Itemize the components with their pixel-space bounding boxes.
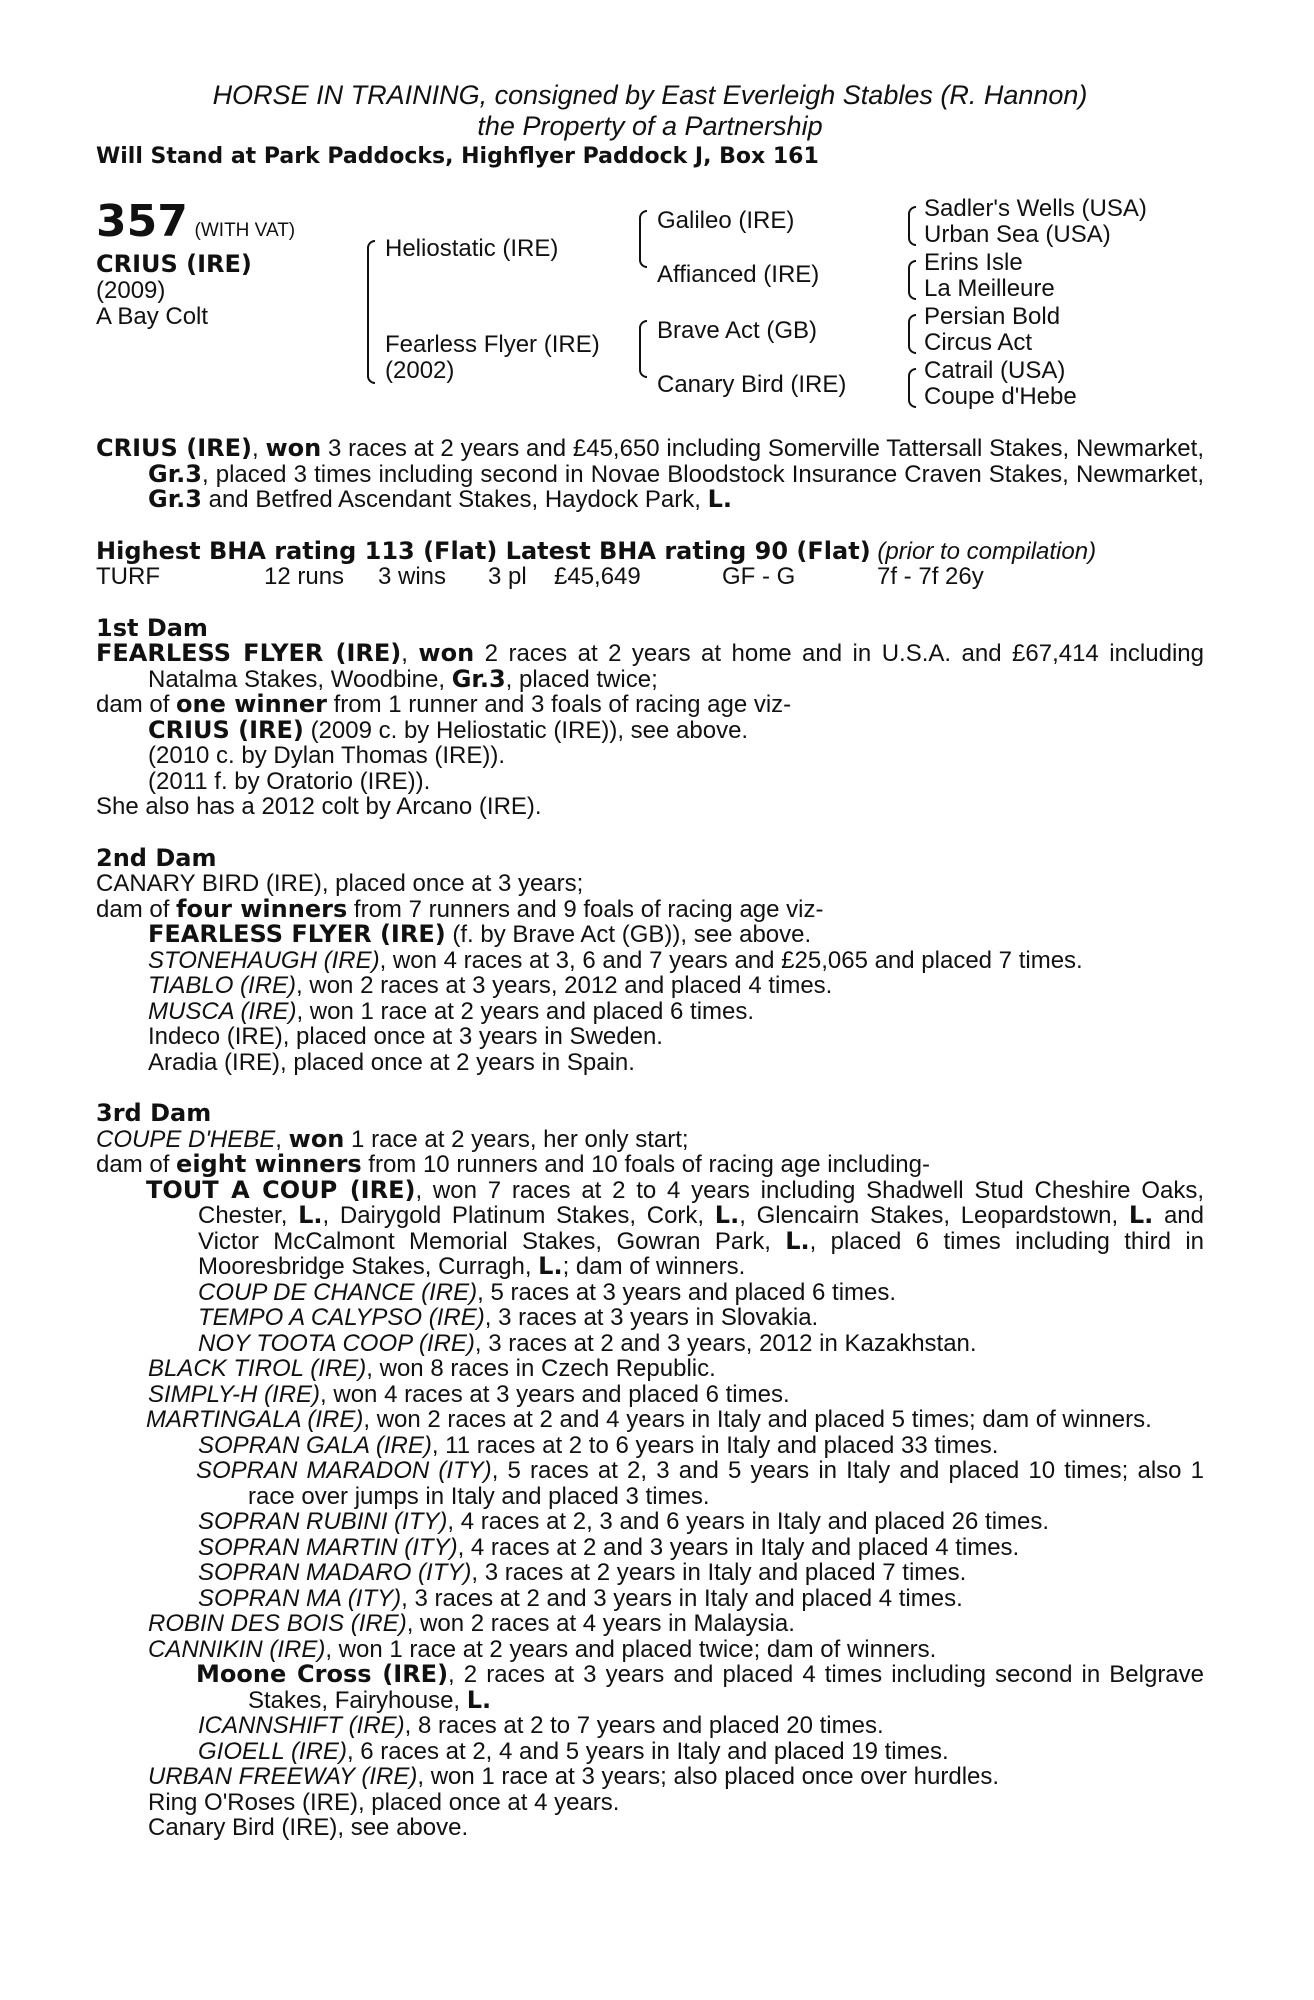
gioell-entry bbox=[96, 1739, 1204, 1765]
second-dam-record: CANARY BIRD (IRE), placed once at 3 years; bbox=[96, 870, 584, 897]
progeny-name: SIMPLY-H (IRE) bbox=[148, 1380, 321, 1408]
progeny-name: MUSCA (IRE) bbox=[148, 997, 297, 1025]
progeny-text: , 5 races at 3 years and placed 6 times. bbox=[477, 1278, 897, 1306]
record-going: GF - G bbox=[722, 563, 796, 590]
third-dam-name: COUPE D'HEBE bbox=[96, 1125, 276, 1153]
progeny-text: , won 7 races at 2 to 4 years including Shadwell Stud Cheshire Oaks, Chester, bbox=[198, 1176, 1204, 1229]
ring-o-roses-entry: Ring O'Roses (IRE), placed once at 4 years. bbox=[148, 1788, 620, 1816]
progeny-text: , 4 races at 2 and 3 years in Italy and placed 4 times. bbox=[457, 1533, 1020, 1561]
second-dam-progeny-2 bbox=[96, 948, 1204, 974]
cannikin-entry bbox=[96, 1637, 1204, 1663]
black-tirol-entry bbox=[96, 1356, 1204, 1382]
progeny-name: ROBIN DES BOIS (IRE) bbox=[148, 1610, 407, 1637]
sopran-martin-entry bbox=[96, 1535, 1204, 1561]
tempo-a-calypso-entry bbox=[96, 1305, 1204, 1331]
first-dam-heading: 1st Dam bbox=[96, 613, 208, 642]
progeny-name: SOPRAN MADARO (ITY) bbox=[198, 1559, 472, 1586]
location-line: Will Stand at Park Paddocks, Highflyer Paddock J, Box 161 bbox=[96, 144, 819, 169]
progeny-name: SOPRAN GALA (IRE) bbox=[198, 1431, 432, 1459]
pedigree-table bbox=[96, 196, 1204, 436]
progeny-text: , 11 races at 2 to 6 years in Italy and placed 33 times. bbox=[431, 1431, 999, 1459]
summary-horse-name: CRIUS (IRE) bbox=[96, 434, 253, 462]
progeny-text: , 6 races at 2, 4 and 5 years in Italy and placed 19 times. bbox=[346, 1737, 949, 1765]
first-dam-text-1: 2 races at 2 years at home and in U.S.A. and £67,414 including Natalma Stakes, Woodbine, bbox=[148, 640, 1204, 693]
sire: Heliostatic (IRE) bbox=[385, 235, 559, 262]
vat-note: (WITH VAT) bbox=[194, 220, 296, 241]
progeny-text: , won 2 races at 4 years in Malaysia. bbox=[406, 1610, 795, 1637]
second-dam-progeny-4 bbox=[96, 999, 1204, 1025]
record-surface: TURF bbox=[96, 563, 160, 590]
progeny-text: , won 1 race at 2 years and placed twice; dam of winners. bbox=[325, 1635, 937, 1663]
tout-a-coup-entry bbox=[96, 1175, 1205, 1280]
rating-line bbox=[96, 536, 1204, 565]
progeny-name: COUP DE CHANCE (IRE) bbox=[198, 1278, 478, 1306]
listed-badge: L. bbox=[785, 1226, 810, 1255]
progeny-name: CRIUS (IRE) bbox=[148, 715, 304, 744]
horse-name: CRIUS (IRE) bbox=[96, 250, 252, 278]
record-runs: 12 runs bbox=[264, 563, 345, 590]
sopran-maradon-entry bbox=[96, 1458, 1204, 1509]
simply-h-entry bbox=[96, 1382, 1204, 1408]
martingala-entry bbox=[96, 1407, 1204, 1433]
summary-grade-2: Gr.3 bbox=[148, 485, 202, 513]
third-dam-record: COUPE D'HEBE, won 1 race at 2 years, her only start; bbox=[96, 1124, 689, 1153]
progeny-text: , 3 races at 2 and 3 years in Italy and placed 4 times. bbox=[401, 1584, 963, 1612]
sire-dam: Affianced (IRE) bbox=[657, 261, 820, 288]
second-dam-produce bbox=[96, 894, 1204, 923]
first-dam-text-2: , placed twice; bbox=[505, 665, 658, 693]
second-dam-damof-c: from 7 runners and 9 foals of racing age viz- bbox=[347, 895, 824, 923]
listed-badge: L. bbox=[466, 1685, 492, 1714]
progeny-text: , won 1 race at 2 years and placed 6 times. bbox=[296, 997, 755, 1025]
first-dam-grade: Gr.3 bbox=[451, 664, 506, 693]
sopran-madaro-entry bbox=[96, 1560, 1204, 1586]
progeny-text: , 4 races at 2, 3 and 6 years in Italy and placed 26 times. bbox=[447, 1508, 1050, 1535]
sopran-ma-entry bbox=[96, 1586, 1204, 1612]
first-dam-note: She also has a 2012 colt by Arcano (IRE). bbox=[96, 793, 542, 820]
progeny-name: TIABLO (IRE) bbox=[148, 972, 297, 999]
first-dam-record: FEARLESS FLYER (IRE), won 2 races at 2 years at home and in U.S.A. and £67,414 including Natalma Stakes, Woodbine, Gr.3, placed twice; bbox=[96, 639, 1204, 693]
sire-dam-brace bbox=[367, 240, 375, 384]
robin-des-bois-entry bbox=[96, 1611, 1204, 1637]
g3-brace-2 bbox=[908, 260, 916, 300]
progeny-name: SOPRAN MA (ITY) bbox=[198, 1584, 402, 1612]
dam-year: (2002) bbox=[385, 357, 455, 384]
progeny-text: , 8 races at 2 to 7 years and placed 20 times. bbox=[404, 1712, 884, 1739]
progeny-name: SOPRAN MARADON (ITY) bbox=[196, 1457, 492, 1484]
third-dam-won: won bbox=[288, 1124, 345, 1153]
second-dam-progeny-6: Aradia (IRE), placed once at 2 years in Spain. bbox=[148, 1048, 635, 1076]
first-dam-damof-c: from 1 runner and 3 foals of racing age viz- bbox=[326, 691, 792, 718]
first-dam-won: won bbox=[418, 639, 475, 667]
listed-badge: L. bbox=[714, 1201, 740, 1229]
g3-brace-3 bbox=[908, 314, 916, 354]
progeny-name: TEMPO A CALYPSO (IRE) bbox=[198, 1304, 485, 1331]
record-wins: 3 wins bbox=[378, 563, 447, 590]
horse-description: A Bay Colt bbox=[96, 303, 209, 330]
dam-parents-brace bbox=[639, 320, 647, 378]
progeny-name: NOY TOOTA COOP (IRE) bbox=[198, 1329, 475, 1357]
progeny-text: (f. by Brave Act (GB)), see above. bbox=[445, 921, 812, 948]
second-dam-progeny-1 bbox=[96, 922, 1204, 948]
sopran-rubini-entry bbox=[96, 1509, 1204, 1535]
first-dam-winners: one winner bbox=[176, 690, 327, 718]
sire-sire-dam: Urban Sea (USA) bbox=[924, 221, 1111, 248]
first-dam-name: FEARLESS FLYER (IRE) bbox=[96, 639, 402, 667]
listed-badge: L. bbox=[298, 1201, 323, 1229]
dam: Fearless Flyer (IRE) bbox=[385, 331, 600, 358]
sire-parents-brace bbox=[639, 210, 647, 268]
catalogue-page bbox=[96, 80, 1204, 1841]
sire-sire-sire: Sadler's Wells (USA) bbox=[924, 195, 1147, 222]
second-dam-progeny-5: Indeco (IRE), placed once at 3 years in Sweden. bbox=[148, 1023, 663, 1050]
foaling-year: (2009) bbox=[96, 277, 166, 304]
progeny-text: , won 8 races in Czech Republic. bbox=[366, 1355, 716, 1382]
progeny-text: , 2 races at 3 years and placed 4 times including second in Belgrave Stakes, Fairyhouse, bbox=[248, 1661, 1205, 1714]
progeny-text: , won 1 race at 3 years; also placed once over hurdles. bbox=[417, 1763, 1000, 1790]
noy-toota-coop-entry bbox=[96, 1331, 1204, 1357]
property-line: the Property of a Partnership bbox=[477, 111, 823, 141]
urban-freeway-entry bbox=[96, 1764, 1204, 1790]
record-distance: 7f - 7f 26y bbox=[877, 563, 984, 590]
summary-won: won bbox=[265, 434, 322, 462]
progeny-name: CANNIKIN (IRE) bbox=[148, 1635, 326, 1663]
summary-listed: L. bbox=[707, 485, 732, 513]
first-dam-progeny-2: (2010 c. by Dylan Thomas (IRE)). bbox=[148, 742, 506, 769]
moone-cross-entry bbox=[96, 1662, 1204, 1713]
second-dam-winners: four winners bbox=[176, 894, 348, 923]
second-dam-damof-a: dam of bbox=[96, 895, 177, 923]
third-dam-damof-a: dam of bbox=[96, 1151, 177, 1178]
summary-text-1: 3 races at 2 years and £45,650 including Somerville Tattersall Stakes, Newmarket, bbox=[321, 435, 1204, 462]
record-earnings: £45,649 bbox=[554, 563, 641, 590]
progeny-text: , 3 races at 3 years in Slovakia. bbox=[484, 1304, 819, 1331]
progeny-text: and Victor McCalmont Memorial Stakes, Gowran Park, bbox=[198, 1202, 1205, 1255]
consignor-line: HORSE IN TRAINING, consigned by East Everleigh Stables (R. Hannon) bbox=[212, 80, 1088, 110]
third-dam-text: 1 race at 2 years, her only start; bbox=[344, 1125, 689, 1153]
sopran-gala-entry bbox=[96, 1433, 1204, 1459]
first-dam-progeny-1 bbox=[96, 715, 1204, 744]
progeny-name: BLACK TIROL (IRE) bbox=[148, 1355, 367, 1382]
first-dam-progeny-3: (2011 f. by Oratorio (IRE)). bbox=[148, 767, 431, 795]
icannshift-entry bbox=[96, 1713, 1204, 1739]
progeny-text: , Dairygold Platinum Stakes, Cork, bbox=[322, 1202, 715, 1229]
progeny-text: , won 2 races at 2 and 4 years in Italy and placed 5 times; dam of winners. bbox=[363, 1406, 1152, 1433]
dam-dam: Canary Bird (IRE) bbox=[657, 371, 847, 398]
g3-brace-1 bbox=[908, 206, 916, 246]
progeny-name: GIOELL (IRE) bbox=[198, 1737, 347, 1765]
progeny-text: , 5 races at 2, 3 and 5 years in Italy and placed 10 times; also 1 race over jumps in Italy and placed 3 times. bbox=[248, 1457, 1205, 1510]
dam-sire-sire: Persian Bold bbox=[924, 303, 1061, 330]
progeny-text: , Glencairn Stakes, Leopardstown, bbox=[739, 1202, 1129, 1229]
first-dam-damof-a: dam of bbox=[96, 691, 177, 718]
third-dam-produce bbox=[96, 1152, 1204, 1178]
progeny-text: , won 4 races at 3, 6 and 7 years and £25,065 and placed 7 times. bbox=[379, 946, 1083, 974]
record-placed: 3 pl bbox=[488, 563, 527, 590]
dam-sire-dam: Circus Act bbox=[924, 329, 1033, 356]
dam-dam-dam: Coupe d'Hebe bbox=[924, 383, 1077, 410]
progeny-name: STONEHAUGH (IRE) bbox=[148, 946, 380, 974]
sire-dam-dam: La Meilleure bbox=[924, 275, 1055, 302]
second-dam-heading: 2nd Dam bbox=[96, 843, 217, 872]
progeny-name: URBAN FREEWAY (IRE) bbox=[148, 1763, 418, 1790]
progeny-text: , 3 races at 2 years in Italy and placed 7 times. bbox=[471, 1559, 967, 1586]
rating-note: (prior to compilation) bbox=[877, 537, 1097, 565]
sire-dam-sire: Erins Isle bbox=[924, 249, 1023, 276]
progeny-name: SOPRAN MARTIN (ITY) bbox=[198, 1533, 458, 1561]
dam-dam-sire: Catrail (USA) bbox=[924, 357, 1066, 384]
canary-bird-entry: Canary Bird (IRE), see above. bbox=[148, 1814, 469, 1841]
listed-badge: L. bbox=[1128, 1201, 1154, 1229]
coup-de-chance-entry bbox=[96, 1280, 1204, 1306]
race-summary: CRIUS (IRE), won 3 races at 2 years and £45,650 including Somerville Tattersall Stakes, Newmarket, Gr.3, placed 3 times including second in Novae Bloodstock Insurance Craven Stakes, Newmarket, Gr.3 and Betfred Ascendant Stakes, Haydock Park, L. bbox=[96, 434, 1204, 513]
progeny-name: SOPRAN RUBINI (ITY) bbox=[198, 1508, 448, 1535]
progeny-name: MARTINGALA (IRE) bbox=[146, 1406, 364, 1433]
progeny-name: ICANNSHIFT (IRE) bbox=[198, 1712, 405, 1739]
progeny-text: (2009 c. by Heliostatic (IRE)), see above. bbox=[303, 716, 749, 744]
first-dam-produce bbox=[96, 692, 1204, 718]
progeny-text: , placed 6 times including third in Mooresbridge Stakes, Curragh, bbox=[198, 1227, 1204, 1280]
g3-brace-4 bbox=[908, 368, 916, 408]
summary-grade-1: Gr.3 bbox=[148, 459, 202, 488]
progeny-text: ; dam of winners. bbox=[562, 1253, 746, 1280]
third-dam-winners: eight winners bbox=[176, 1150, 362, 1178]
lot-number-line bbox=[96, 196, 296, 247]
summary-text-2: , placed 3 times including second in Novae Bloodstock Insurance Craven Stakes, Newmarket, bbox=[201, 460, 1204, 488]
racing-record bbox=[96, 564, 1204, 590]
progeny-name: Moone Cross (IRE) bbox=[196, 1660, 449, 1688]
listed-badge: L. bbox=[538, 1252, 563, 1280]
progeny-text: , won 4 races at 3 years and placed 6 times. bbox=[320, 1380, 790, 1408]
second-dam-progeny-3 bbox=[96, 973, 1204, 999]
dam-sire: Brave Act (GB) bbox=[657, 317, 818, 344]
summary-text-3: and Betfred Ascendant Stakes, Haydock Park, bbox=[201, 486, 708, 513]
third-dam-heading: 3rd Dam bbox=[96, 1099, 212, 1127]
sire-sire: Galileo (IRE) bbox=[657, 207, 795, 234]
rating-bold: Highest BHA rating 113 (Flat) Latest BHA rating 90 (Flat) bbox=[96, 536, 871, 565]
lot-number: 357 bbox=[96, 196, 188, 247]
third-dam-damof-c: from 10 runners and 10 foals of racing age including- bbox=[361, 1151, 930, 1178]
progeny-name: TOUT A COUP (IRE) bbox=[146, 1175, 416, 1204]
progeny-name: FEARLESS FLYER (IRE) bbox=[148, 920, 446, 948]
progeny-text: , won 2 races at 3 years, 2012 and placed 4 times. bbox=[296, 972, 833, 999]
progeny-text: , 3 races at 2 and 3 years, 2012 in Kazakhstan. bbox=[474, 1329, 977, 1357]
